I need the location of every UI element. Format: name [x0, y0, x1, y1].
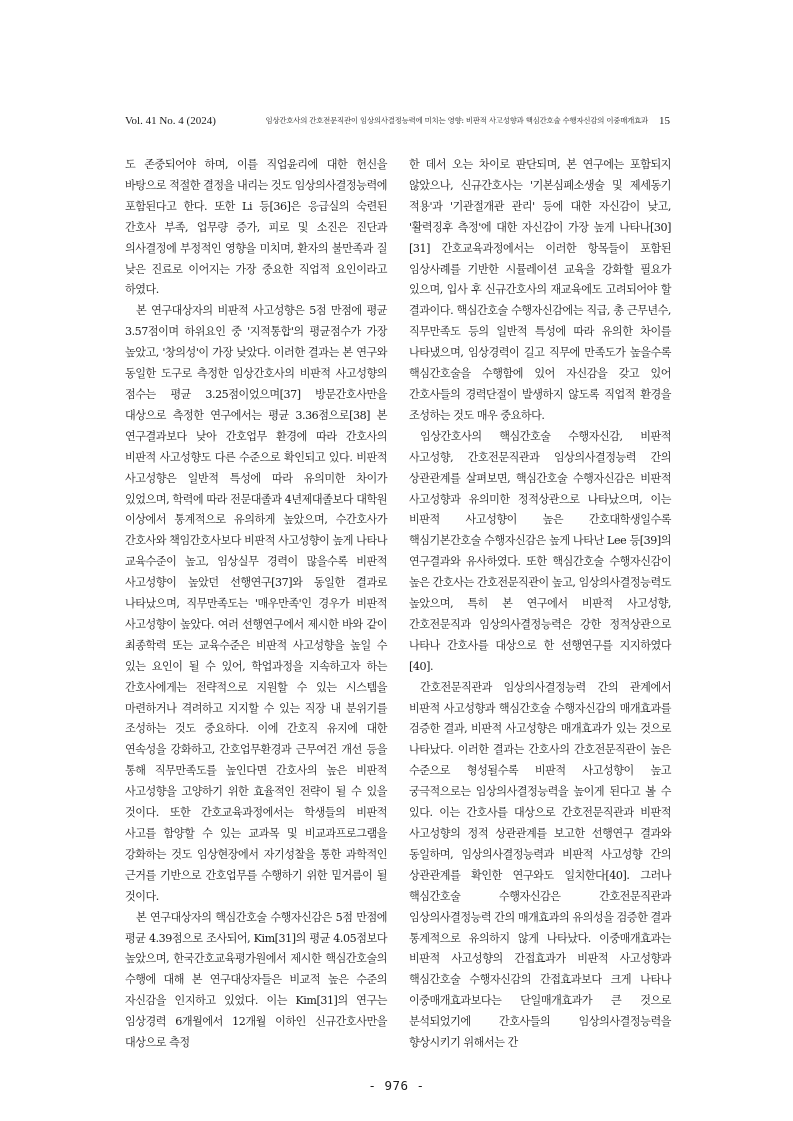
- paragraph: 임상간호사의 핵심간호술 수행자신감, 비판적 사고성향, 간호전문직관과 임상의사결정능력 간의 상관관계를 살펴보면, 핵심간호술 수행자신감은 비판적 사고성향과 유의미한 정적상관으로 나타났으며, 이는 비판적 사고성향이 높은 간호대학생일수록 핵심기본간호술 수행자신감은 높게 나타난 Lee 등[39]의 연구결과와 유사하였다. 또한 핵심간호술 수행자신감이 높은 간호사는 간호전문직관이 높고, 임상의사결정능력도 높았으며, 특히 본 연구에서 비판적 사고성향, 간호전문직과 임상의사결정능력은 강한 정적상관으로 나타나 간호사를 대상으로 한 선행연구를 지지하였다[40].: [409, 429, 671, 673]
- right-column: [409, 155, 671, 1054]
- paragraph: 한 데서 오는 차이로 판단되며, 본 연구에는 포함되지 않았으나, 신규간호사는 '기본심폐소생술 및 제세동기 적용'과 '기관절개관 관리' 등에 대한 자신감이 낮고, '활력징후 측정'에 대한 자신감이 가장 높게 나타나[30][31] 간호교육과정에서는 이러한 항목들이 포함된 임상사례를 기반한 시뮬레이션 교육을 강화할 필요가 있으며, 입사 후 신규간호사의 재교육에도 고려되어야 할 결과이다. 핵심간호술 수행자신감에는 직급, 총 근무년수, 직무만족도 등의 일반적 특성에 따라 유의한 차이를 나타냈으며, 임상경력이 길고 직무에 만족도가 높을수록 핵심간호술을 수행함에 있어 자신감을 갖고 있어 간호사들의 경력단절이 발생하지 않도록 직업적 환경을 조성하는 것도 매우 중요하다.: [409, 158, 671, 422]
- left-column: [125, 155, 387, 1054]
- paragraph: 본 연구대상자의 비판적 사고성향은 5점 만점에 평균 3.57점이며 하위요인 중 '지적통합'의 평균점수가 가장 높았고, '창의성'이 가장 낮았다. 이러한 결과는 본 연구와 동일한 도구로 측정한 임상간호사의 비판적 사고성향의 점수는 평균 3.25점이었으며[37] 방문간호사만을 대상으로 측정한 연구에서는 평균 3.36점으로[38] 본 연구결과보다 낮아 간호업무 환경에 따라 간호사의 비판적 사고성향도 다른 수준으로 확인되고 있다. 비판적 사고성향은 일반적 특성에 따라 유의미한 차이가 있었으며, 학력에 따라 전문대졸과 4년제대졸보다 대학원 이상에서 통계적으로 유의하게 높았으며, 수간호사가 간호사와 책임간호사보다 비판적 사고성향이 높게 나타나 교육수준이 높고, 임상실무 경력이 많을수록 비판적 사고성향이 높았던 선행연구[37]와 동일한 결과로 나타났으며, 직무만족도는 '매우만족'인 경우가 비판적 사고성향이 높았다. 여러 선행연구에서 제시한 바와 같이 최종학력 또는 교육수준은 비판적 사고성향을 높일 수 있는 요인이 될 수 있어, 학업과정을 지속하고자 하는 간호사에게는 전략적으로 지원할 수 있는 시스템을 마련하거나 격려하고 지지할 수 있는 직장 내 분위기를 조성하는 것도 중요하다. 이에 간호직 유지에 대한 연속성을 강화하고, 간호업무환경과 근무여건 개선 등을 통해 직무만족도를 높인다면 간호사의 높은 비판적 사고성향을 고양하기 위한 효율적인 전략이 될 수 있을 것이다. 또한 간호교육과정에서는 학생들의 비판적 사고를 함양할 수 있는 교과목 및 비교과프로그램을 강화하는 것도 임상현장에서 자기성찰을 통한 과학적인 근거를 기반으로 간호업무를 수행하기 위한 밑거름이 될 것이다.: [125, 304, 387, 903]
- paragraph: 본 연구대상자의 핵심간호술 수행자신감은 5점 만점에 평균 4.39점으로 조사되어, Kim[31]의 평균 4.05점보다 높았으며, 한국간호교육평가원에서 제시한 핵심간호술의 수행에 대해 본 연구대상자들은 비교적 높은 수준의 자신감을 인지하고 있었다. 이는 Kim[31]의 연구는 임상경력 6개월에서 12개월 이하인 신규간호사만을 대상으로 측정: [125, 910, 387, 1050]
- paragraph: 도 존중되어야 하며, 이를 직업윤리에 대한 헌신을 바탕으로 적절한 결정을 내리는 것도 임상의사결정능력에 포함된다고 한다. 또한 Li 등[36]은 응급실의 숙련된 간호사 부족, 업무량 증가, 피로 및 소진은 진단과 의사결정에 부정적인 영향을 미치며, 환자의 불만족과 질 낮은 진료로 이어지는 가장 중요한 직업적 요인이라고 하였다.: [125, 158, 387, 297]
- running-header: [125, 113, 670, 129]
- paragraph: 간호전문직관과 임상의사결정능력 간의 관계에서 비판적 사고성향과 핵심간호술 수행자신감의 매개효과를 검증한 결과, 비판적 사고성향은 매개효과가 있는 것으로 나타났다. 이러한 결과는 간호사의 간호전문직관이 높은 수준으로 형성될수록 비판적 사고성향이 높고 궁극적으로는 임상의사결정능력을 높이게 된다고 볼 수 있다. 이는 간호사를 대상으로 간호전문직관과 비판적 사고성향의 정적 상관관계를 보고한 선행연구 결과와 동일하며, 임상의사결정능력과 비판적 사고성향 간의 상관관계를 확인한 연구와도 일치한다[40]. 그러나 핵심간호술 수행자신감은 간호전문직관과 임상의사결정능력 간의 매개효과의 유의성을 검증한 결과 통계적으로 유의하지 않게 나타났다. 이중매개효과는 비판적 사고성향의 간접효과가 비판적 사고성향과 핵심간호술 수행자신감의 간접효과보다 크게 나타나 이중매개효과보다는 단일매개효과가 큰 것으로 분석되었기에 간호사들의 임상의사결정능력을 향상시키기 위해서는 간: [409, 680, 671, 1050]
- journal-page-number: 15: [659, 115, 670, 127]
- running-title: 임상간호사의 간호전문직관이 임상의사결정능력에 미치는 영향: 비판적 사고성향과 핵심간호술 수행자신감의 이중매개효과: [265, 116, 648, 125]
- page-footer: - 976 -: [368, 1078, 425, 1093]
- journal-volume: Vol. 41 No. 4 (2024): [125, 115, 216, 127]
